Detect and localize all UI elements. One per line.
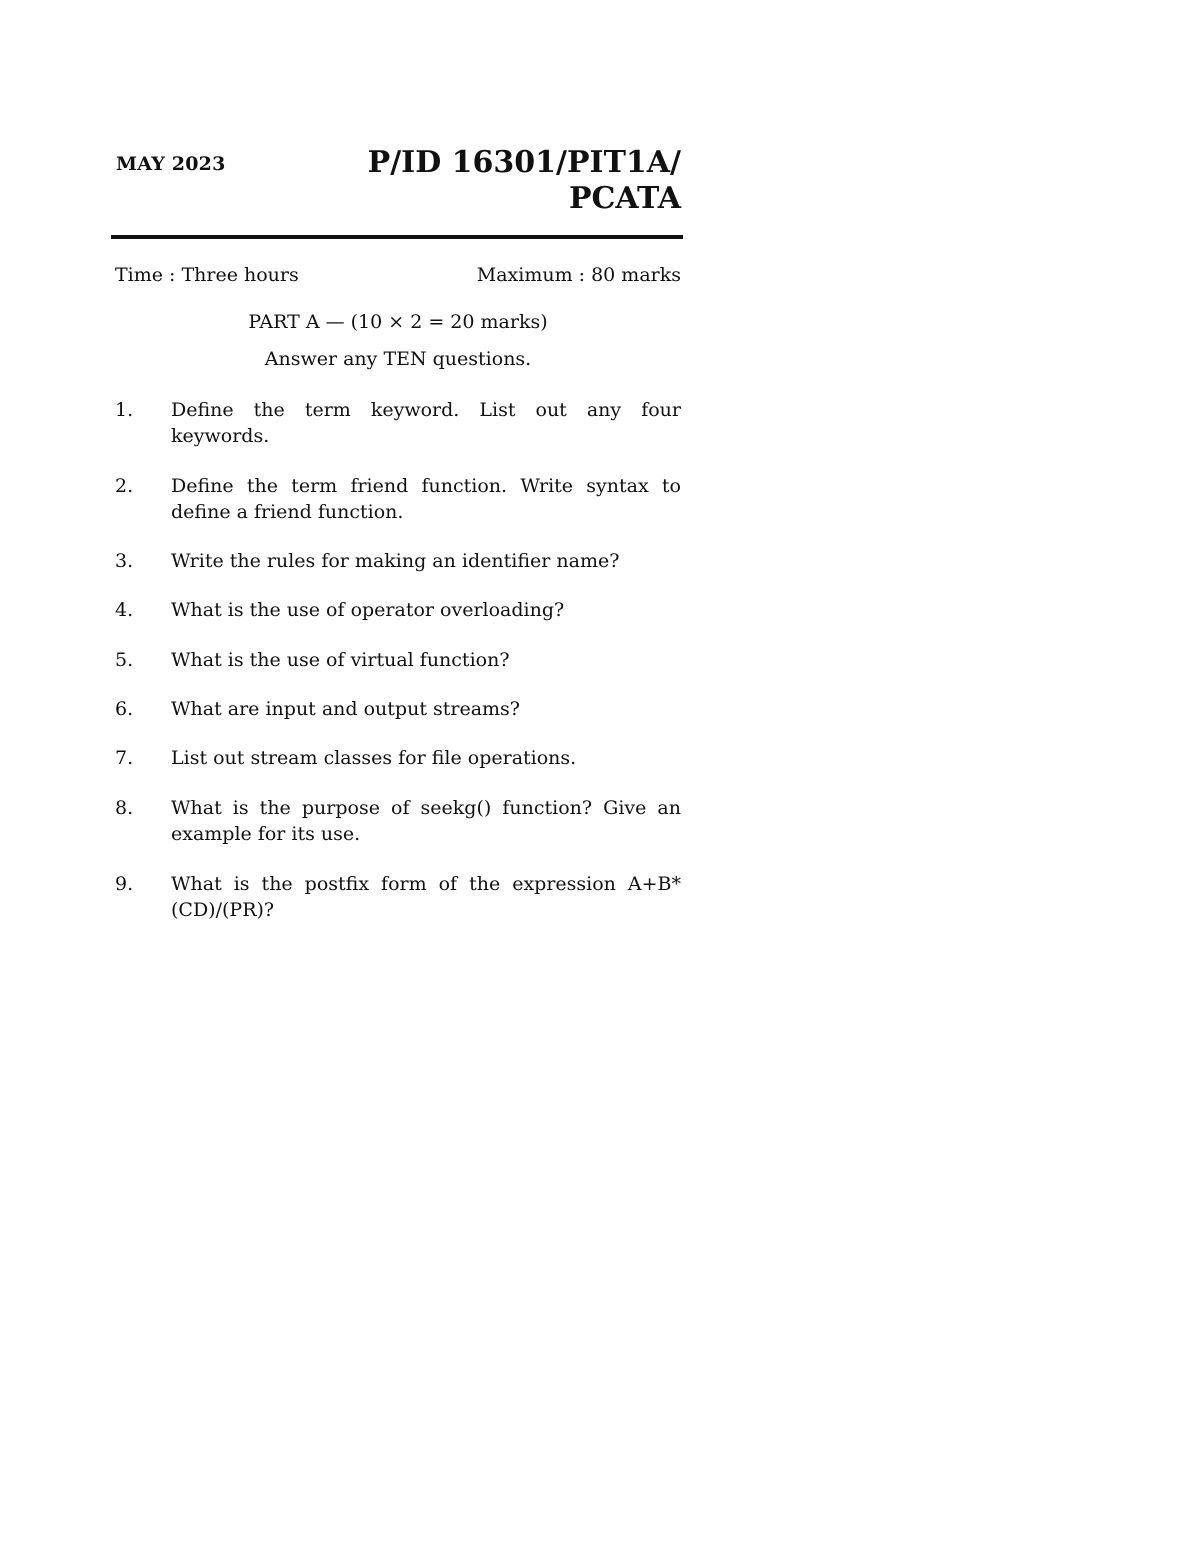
question-number: 8.	[115, 797, 134, 819]
question-text: What are input and output streams?	[171, 698, 520, 720]
question-text: What is the use of operator overloading?	[171, 599, 565, 621]
exam-header	[113, 145, 683, 225]
question-item	[115, 696, 681, 722]
question-item	[115, 745, 681, 771]
question-item	[115, 548, 681, 574]
question-item	[115, 397, 681, 449]
question-text: Define the term keyword. List out any four keywords.	[171, 399, 681, 447]
paper-code	[368, 145, 681, 217]
header-divider	[111, 235, 683, 239]
question-item	[115, 473, 681, 525]
question-text: What is the use of virtual function?	[171, 649, 510, 671]
question-item	[115, 647, 681, 673]
exam-meta	[115, 264, 681, 286]
question-text: Write the rules for making an identifier name?	[171, 550, 620, 572]
paper-code-line-2: PCATA	[568, 181, 681, 216]
paper-code-line-1: P/ID 16301/PIT1A/	[367, 145, 681, 180]
question-number: 3.	[115, 550, 134, 572]
question-number: 9.	[115, 873, 134, 895]
part-title: PART A — (10 × 2 = 20 marks)	[248, 311, 548, 333]
question-item	[115, 597, 681, 623]
question-number: 2.	[115, 475, 134, 497]
question-text: Define the term friend function. Write syntax to define a friend function.	[171, 475, 681, 523]
question-item	[115, 871, 681, 923]
exam-time: Time : Three hours	[115, 264, 299, 286]
question-text: What is the postfix form of the expression A+B*(CD)/(PR)?	[171, 873, 681, 921]
question-number: 7.	[115, 747, 134, 769]
question-text: List out stream classes for file operations.	[171, 747, 577, 769]
part-instruction: Answer any TEN questions.	[264, 348, 532, 370]
question-number: 5.	[115, 649, 134, 671]
question-number: 4.	[115, 599, 134, 621]
question-number: 1.	[115, 399, 134, 421]
exam-date: MAY 2023	[116, 153, 226, 175]
exam-max-marks: Maximum : 80 marks	[476, 264, 681, 286]
question-number: 6.	[115, 698, 134, 720]
question-text: What is the purpose of seekg() function? Give an example for its use.	[171, 797, 681, 845]
question-item	[115, 795, 681, 847]
